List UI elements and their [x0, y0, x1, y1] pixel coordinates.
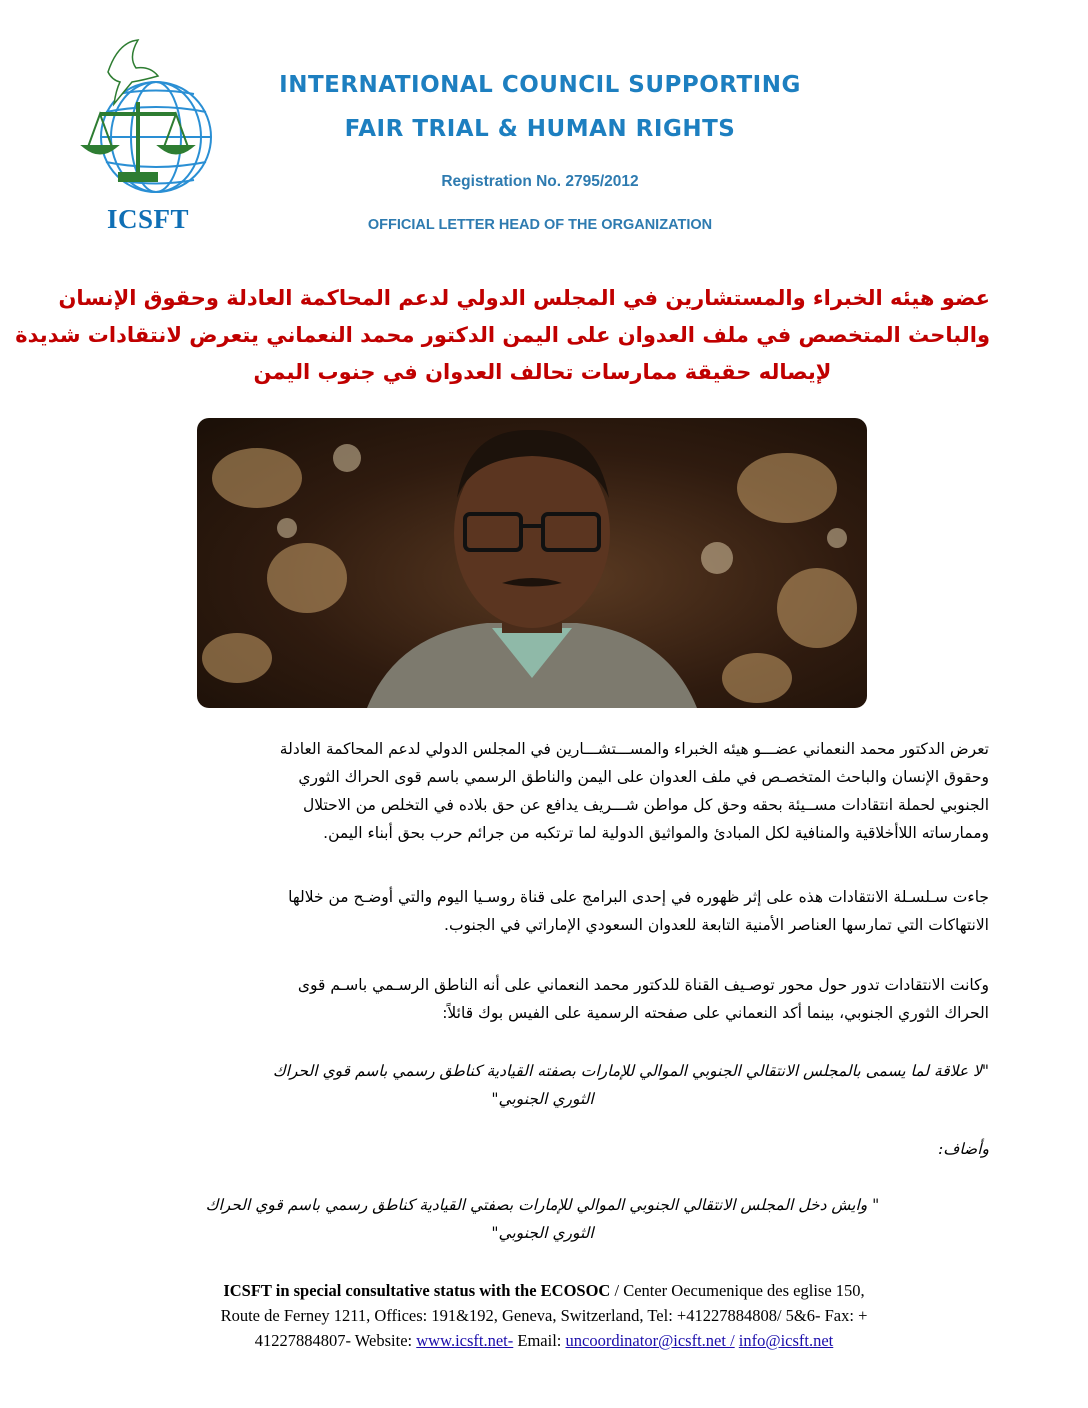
paragraph-line: جاءت سـلسـلة الانتقادات هذه على إثر ظهوره في إحدى البرامج على قناة روسـيا اليوم والتي أوضـح من خلالها — [288, 888, 989, 906]
quote-line: "لا علاقة لما يسمى بالمجلس الانتقالي الجنوبي الموالي للإمارات بصفته القيادية كناطق رسمي باسم قوي الحراك — [272, 1062, 989, 1080]
quote-line: الثوري الجنوبي" — [491, 1224, 594, 1242]
quote-line: الثوري الجنوبي" — [491, 1090, 594, 1108]
headline — [15, 280, 990, 391]
footer — [100, 1278, 988, 1353]
email-label: Email: — [513, 1331, 566, 1350]
portrait-photo — [197, 418, 867, 708]
paragraph-line: وممارساته اللاأخلاقية والمنافية لكل المبادئ والمواثيق الدولية لما ترتكبه من جرائم حرب بحق أبناء اليمن. — [323, 824, 989, 842]
website-link[interactable]: www.icsft.net- — [416, 1331, 514, 1350]
logo-acronym: ICSFT — [106, 204, 190, 234]
letterhead-note: OFFICIAL LETTER HEAD OF THE ORGANIZATION — [367, 217, 713, 233]
email-link-coordinator[interactable]: uncoordinator@icsft.net / — [565, 1331, 735, 1350]
paragraph-1 — [96, 735, 989, 847]
organization-logo — [78, 32, 218, 237]
paragraph-2 — [96, 883, 989, 939]
headline-line: والباحث المتخصص في ملف العدوان على اليمن الدكتور محمد النعماني يتعرض لانتقادات شديدة — [15, 323, 990, 347]
paragraph-3 — [96, 971, 989, 1027]
headline-line: لإيصاله حقيقة ممارسات تحالف العدوان في جنوب اليمن — [253, 360, 832, 384]
paragraph-line: الجنوبي لحملة انتقادات مســيئة بحقه وحق كل مواطن شـــريف يدافع عن حق بلاده في التخلص من الاحتلال — [302, 796, 989, 814]
registration-number: Registration No. 2795/2012 — [441, 173, 639, 190]
quote-2 — [96, 1191, 989, 1247]
footer-consultative-status: ICSFT in special consultative status with the ECOSOC — [223, 1281, 611, 1300]
organization-name-line-1: INTERNATIONAL COUNCIL SUPPORTING — [279, 72, 801, 98]
quote-1 — [96, 1057, 989, 1113]
footer-address: / Center Oecumenique des eglise 150, — [610, 1281, 865, 1300]
paragraph-line: الحراك الثوري الجنوبي، بينما أكد النعماني على صفحته الرسمية على الفيس بوك قائلاً: — [442, 1004, 989, 1022]
footer-line-1 — [100, 1278, 988, 1303]
globe-scales-dove-icon — [78, 32, 218, 202]
footer-line-2: Route de Ferney 1211, Offices: 191&192, Geneva, Switzerland, Tel: +41227884808/ 5&6- Fax: + — [220, 1306, 868, 1325]
paragraph-line: وكانت الانتقادات تدور حول محور توصـيف القناة للدكتور محمد النعماني على أنه الناطق الرسـمي باسـم قوى — [297, 976, 989, 994]
footer-line-3 — [100, 1328, 988, 1353]
email-link-info[interactable]: info@icsft.net — [738, 1331, 834, 1350]
headline-line: عضو هيئه الخبراء والمستشارين في المجلس الدولي لدعم المحاكمة العادلة وحقوق الإنسان — [58, 286, 990, 310]
quote-line: " وايش دخل المجلس الانتقالي الجنوبي الموالي للإمارات بصفتي القيادية كناطق رسمي باسم قوي الحراك — [205, 1196, 880, 1214]
portrait-illustration — [197, 418, 867, 708]
added-label: وأضاف: — [938, 1140, 989, 1158]
paragraph-line: تعرض الدكتور محمد النعماني عضـــو هيئه الخبراء والمســـتشـــارين في المجلس الدولي لدعم المحاكمة العادلة — [279, 740, 989, 758]
footer-fax: 41227884807- Website: — [254, 1331, 417, 1350]
paragraph-line: الانتهاكات التي تمارسها العناصر الأمنية التابعة للعدوان السعودي الإماراتي في الجنوب. — [444, 916, 989, 934]
paragraph-line: وحقوق الإنسان والباحث المتخصـص في ملف العدوان على اليمن والناطق الرسمي باسم قوى الحراك الثوري — [298, 768, 989, 786]
organization-name-line-2: FAIR TRIAL & HUMAN RIGHTS — [344, 116, 736, 142]
